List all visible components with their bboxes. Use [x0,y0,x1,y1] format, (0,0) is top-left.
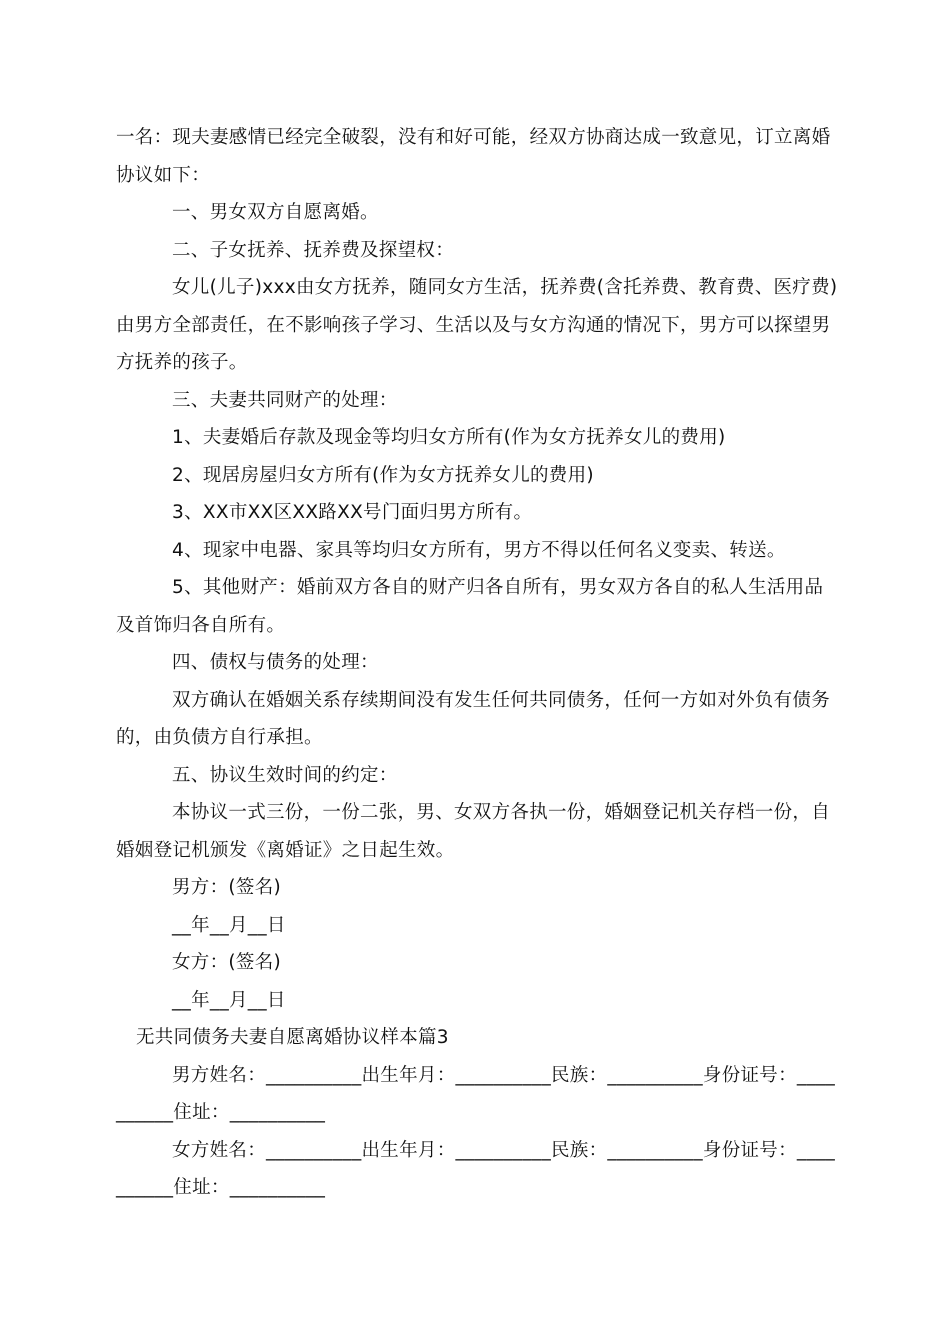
female-signature-line: 女方：(签名) [172,952,282,973]
clause-4-body: 双方确认在婚姻关系存续期间没有发生任何共同债务，任何一方如对外负有债务的，由负债方自行承担。 [116,689,831,748]
intro-paragraph: 一名：现夫妻感情已经完全破裂，没有和好可能，经双方协商达成一致意见，订立离婚协议如下： [116,127,831,186]
clause-2-heading: 二、子女抚养、抚养费及探望权： [172,239,455,261]
clause-2-body: 女儿(儿子)xxx由女方抚养，随同女方生活，抚养费(含托养费、教育费、医疗费)由男方全部责任，在不影响孩子学习、生活以及与女方沟通的情况下，男方可以探望男方抚养的孩子。 [116,277,838,373]
clause-5-heading: 五、协议生效时间的约定： [172,764,398,786]
female-date-line: __年__月__日 [172,989,286,1011]
clause-4-heading: 四、债权与债务的处理： [172,652,379,673]
female-info-line: 女方姓名：__________出生年月：__________民族：__________身份证号：__________住址：__________ [116,1139,836,1198]
male-signature-line: 男方：(签名) [172,877,282,898]
document-body [116,119,838,1207]
clause-3-item-3: 3、XX市XX区XX路XX号门面归男方所有。 [172,502,533,523]
clause-3-heading: 三、夫妻共同财产的处理： [172,389,398,411]
male-date-line: __年__月__日 [172,914,286,936]
clause-3-item-5: 5、其他财产：婚前双方各自的财产归各自所有，男女双方各自的私人生活用品及首饰归各自所有。 [116,577,824,636]
sample-section-title: 无共同债务夫妻自愿离婚协议样本篇3 [136,1027,449,1048]
clause-3-item-4: 4、现家中电器、家具等均归女方所有，男方不得以任何名义变卖、转送。 [172,539,786,561]
clause-5-body: 本协议一式三份，一份二张，男、女双方各执一份，婚姻登记机关存档一份，自婚姻登记机颁发《离婚证》之日起生效。 [116,802,831,861]
clause-3-item-1: 1、夫妻婚后存款及现金等均归女方所有(作为女方抚养女儿的费用) [172,427,726,448]
male-info-line: 男方姓名：__________出生年月：__________民族：__________身份证号：__________住址：__________ [116,1064,836,1123]
clause-3-item-2: 2、现居房屋归女方所有(作为女方抚养女儿的费用) [172,464,594,486]
clause-1-heading: 一、男女双方自愿离婚。 [172,202,379,223]
